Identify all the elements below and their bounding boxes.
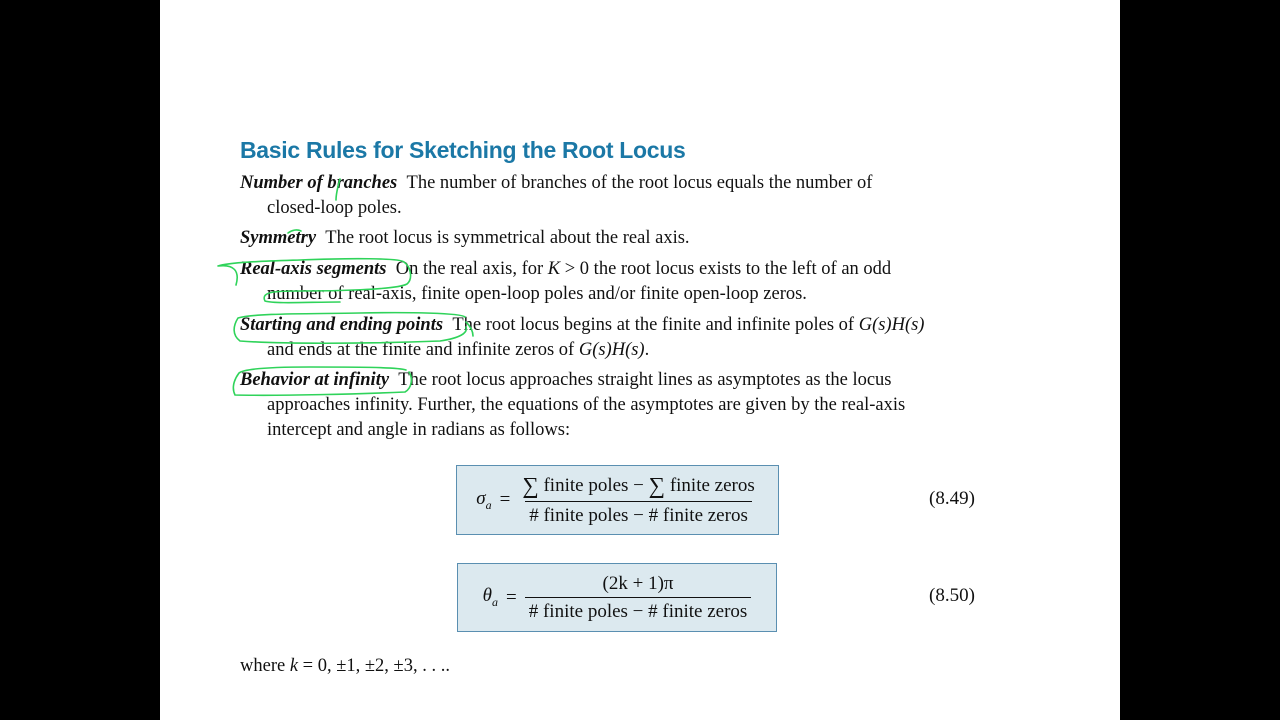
fraction [518,473,758,527]
equation-number: (8.50) [929,585,975,606]
rule-term: Behavior at infinity [240,370,390,390]
sum-symbol: ∑ [522,473,539,498]
rule-line [240,226,981,251]
rule-text: and ends at the finite and infinite zeros of [267,340,579,360]
rule-line [240,313,981,338]
rule-behavior-at-infinity [240,368,981,443]
rule-term: Symmetry [240,228,317,248]
rule-term: Real-axis segments [240,259,387,279]
where-text: = 0, ±1, ±2, ±3, . . .. [298,656,450,676]
subscript: a [485,497,492,512]
rule-line: closed-loop poles. [267,198,402,218]
numerator [518,473,758,501]
rule-line: intercept and angle in radians as follows: [267,420,571,440]
math-variable: K [547,259,561,279]
equation-box-asymptote-intercept [456,465,779,535]
fraction [525,573,752,623]
equation-number: (8.49) [929,488,975,509]
denominator: # finite poles − # finite zeros [525,501,752,527]
rule-number-of-branches [240,171,981,221]
denominator: # finite poles − # finite zeros [525,597,752,623]
rule-line [240,338,981,363]
rule-line: approaches infinity. Further, the equations of the asymptotes are given by the real-axis [267,395,906,415]
rule-text: . [644,340,650,360]
section-title: Basic Rules for Sketching the Root Locus [240,137,686,163]
theta-symbol: θ [482,585,492,607]
numerator-text: finite poles − [538,475,649,496]
rule-line: number of real-axis, finite open-loop poles and/or finite open-loop zeros. [267,284,807,304]
sum-symbol: ∑ [648,473,666,498]
rule-line [240,257,981,282]
math-expression: G(s)H(s) [578,340,645,360]
rule-text: The root locus begins at the finite and infinite poles of [452,315,859,335]
rule-term: Number of branches [240,173,398,193]
rule-text: The root locus is symmetrical about the real axis. [325,228,690,248]
where-text: where [240,656,290,676]
rule-real-axis-segments [240,257,981,307]
rule-term: Starting and ending points [240,315,444,335]
sigma-symbol: σ [476,487,486,509]
rule-text: On the real axis, for [395,259,548,279]
numerator: (2k + 1)π [602,572,674,594]
rule-line [240,368,981,393]
equation-lhs [476,488,491,513]
equation-lhs [483,585,498,610]
rule-text: > 0 the root locus exists to the left of an odd [560,259,892,279]
equals-sign: = [506,586,517,608]
math-variable: k [289,656,299,676]
equation-box-asymptote-angle [457,563,777,632]
where-clause [240,656,450,677]
rule-starting-ending-points [240,313,981,363]
rule-symmetry [240,226,981,251]
rule-line [240,171,981,196]
equals-sign: = [499,489,511,510]
rule-text: The number of branches of the root locus equals the number of [406,173,873,193]
subscript: a [492,594,498,609]
rule-text: The root locus approaches straight lines as asymptotes as the locus [398,370,892,390]
document-page [160,0,1120,720]
math-expression: G(s)H(s) [858,315,925,335]
numerator-text: finite zeros [665,475,755,496]
